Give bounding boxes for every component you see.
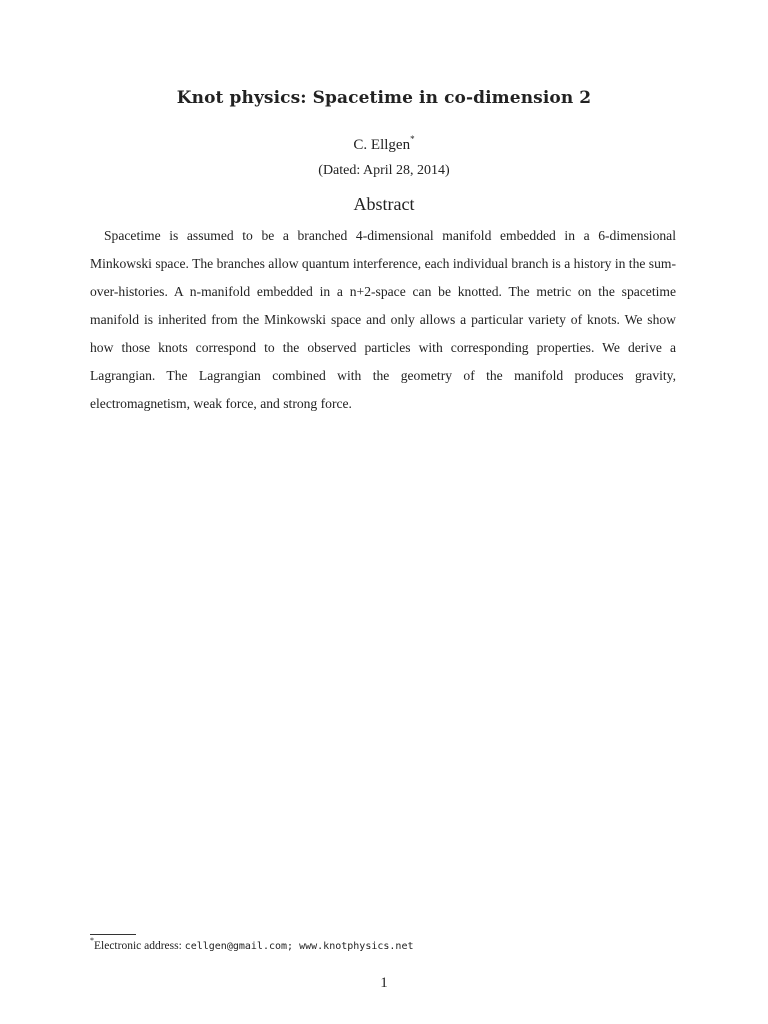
author-footnote-mark: *	[410, 134, 415, 144]
footnote-separator: ;	[287, 940, 300, 952]
author	[0, 135, 768, 154]
footnote-email: cellgen@gmail.com	[184, 940, 288, 952]
page-number: 1	[380, 975, 388, 991]
date-line: (Dated: April 28, 2014)	[318, 163, 450, 178]
page-title: Knot physics: Spacetime in co-dimension 2	[176, 88, 592, 108]
footnote-mark: *	[90, 936, 94, 945]
footnote-website: www.knotphysics.net	[299, 940, 414, 952]
footnote-label: Electronic address:	[94, 939, 185, 952]
abstract-heading: Abstract	[353, 194, 415, 214]
abstract-text: Spacetime is assumed to be a branched 4-dimensional manifold embedded in a 6-dimensional Minkowski space. The branches allow quantum interference, each individual branch is a history in the sum-over-histories. A n-manifold embedded in a n+2-space can be knotted. The metric on the spacetime manifold is inherited from the Minkowski space and only allows a particular variety of knots. We show how those knots correspond to the observed particles with corresponding properties. We derive a Lagrangian. The Lagrangian combined with the geometry of the manifold produces gravity, electromagnetism, weak force, and strong force.	[90, 228, 676, 411]
author-name: C. Ellgen	[353, 137, 411, 153]
footnote	[90, 937, 413, 952]
footnote-rule	[90, 934, 136, 935]
